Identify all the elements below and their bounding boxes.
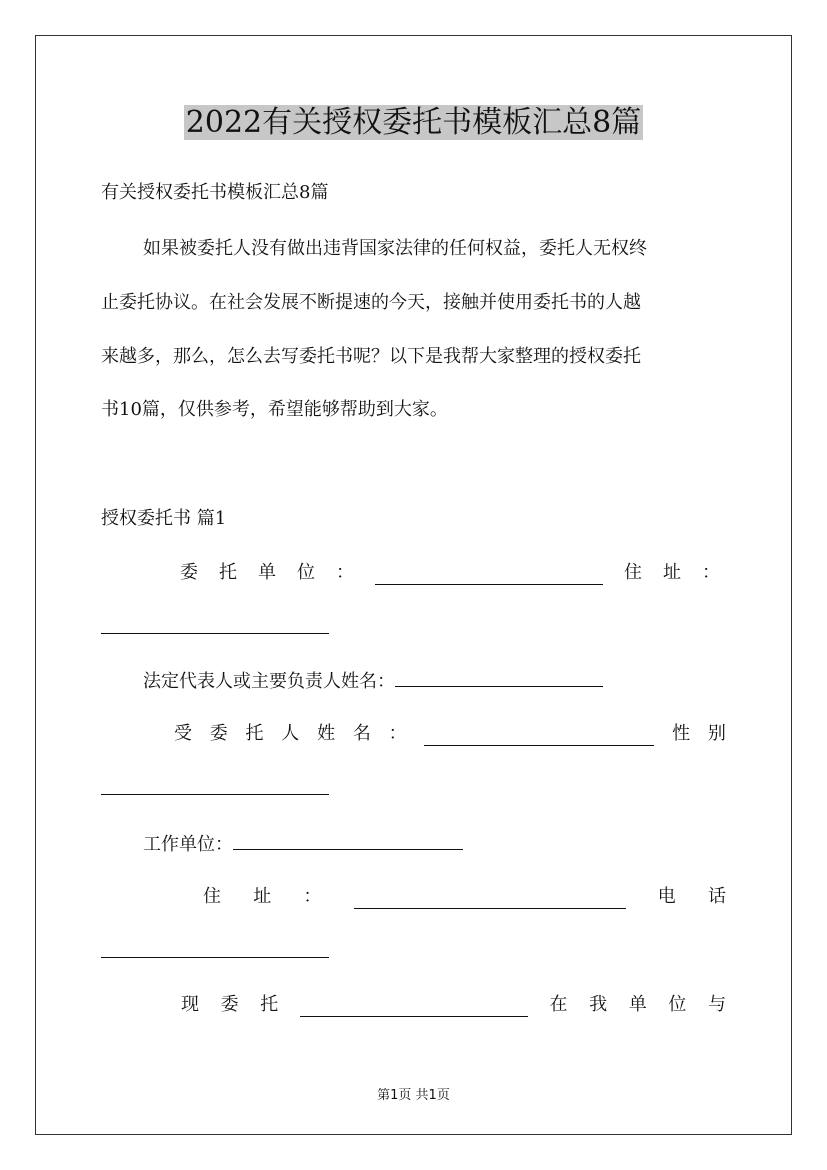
label-char: 托: [219, 562, 237, 583]
form-row-trustee-address: [203, 885, 726, 909]
label-char: 位: [297, 562, 315, 583]
label-char: 委: [180, 562, 198, 583]
label-char: 与: [708, 994, 726, 1015]
gender-blank: [101, 776, 329, 795]
trustee-name-blank: [424, 727, 654, 746]
form-row-work-unit: [143, 831, 463, 857]
label-char: 话: [707, 886, 726, 907]
document-title: [0, 104, 827, 142]
label-char: 位: [668, 994, 687, 1015]
current-entrust-blank: [300, 998, 528, 1017]
label-char: 电: [657, 886, 676, 907]
form-row-gender-continuation: [101, 776, 329, 802]
label-char: 姓: [317, 723, 336, 744]
intro-line: 书10篇，仅供参考，希望能够帮助到大家。: [101, 399, 448, 420]
label-char: 住: [203, 886, 221, 907]
section-heading: 授权委托书 篇1: [101, 508, 227, 529]
label-char: 别: [707, 723, 726, 744]
label-char: 住: [624, 562, 642, 583]
label-char: 托: [260, 994, 279, 1015]
intro-line: 如果被委托人没有做出违背国家法律的任何权益，委托人无权终: [143, 238, 647, 259]
label-char: 性: [672, 723, 691, 744]
label-char: 人: [281, 723, 300, 744]
form-row-trustee-name: [174, 722, 726, 746]
address-blank: [101, 615, 329, 634]
label-char: 址: [253, 886, 272, 907]
label-char: 委: [220, 994, 239, 1015]
label-char: 受: [174, 723, 192, 744]
legal-representative-blank: [395, 668, 603, 687]
document-title-text: 2022有关授权委托书模板汇总8篇: [185, 105, 642, 140]
form-row-address-continuation: [101, 615, 329, 641]
page-footer: 第1页 共1页: [377, 1088, 450, 1103]
legal-representative-label: 法定代表人或主要负责人姓名：: [143, 671, 395, 692]
entrusting-unit-blank: [375, 566, 603, 585]
label-char: 托: [245, 723, 264, 744]
work-unit-label: 工作单位：: [143, 834, 233, 855]
form-row-phone-continuation: [101, 939, 329, 965]
label-char: ：: [303, 886, 322, 907]
document-subtitle: 有关授权委托书模板汇总8篇: [101, 182, 329, 203]
label-char: ：: [388, 723, 407, 744]
form-row-current-entrust: [181, 993, 726, 1017]
work-unit-blank: [233, 831, 463, 850]
label-char: 我: [589, 994, 608, 1015]
trustee-address-blank: [354, 890, 626, 909]
intro-line: 来越多，那么，怎么去写委托书呢？以下是我帮大家整理的授权委托: [101, 346, 641, 367]
label-char: 单: [628, 994, 647, 1015]
phone-blank: [101, 939, 329, 958]
label-char: ：: [336, 562, 354, 583]
label-char: 单: [258, 562, 276, 583]
label-char: ：: [702, 562, 720, 583]
intro-line: 止委托协议。在社会发展不断提速的今天，接触并使用委托书的人越: [101, 292, 641, 313]
label-char: 委: [209, 723, 228, 744]
label-char: 名: [352, 723, 371, 744]
label-char: 在: [549, 994, 568, 1015]
form-row-legal-representative: [143, 668, 603, 694]
label-char: 址: [663, 562, 681, 583]
form-row-entrusting-unit: [180, 561, 720, 585]
label-char: 现: [181, 994, 199, 1015]
